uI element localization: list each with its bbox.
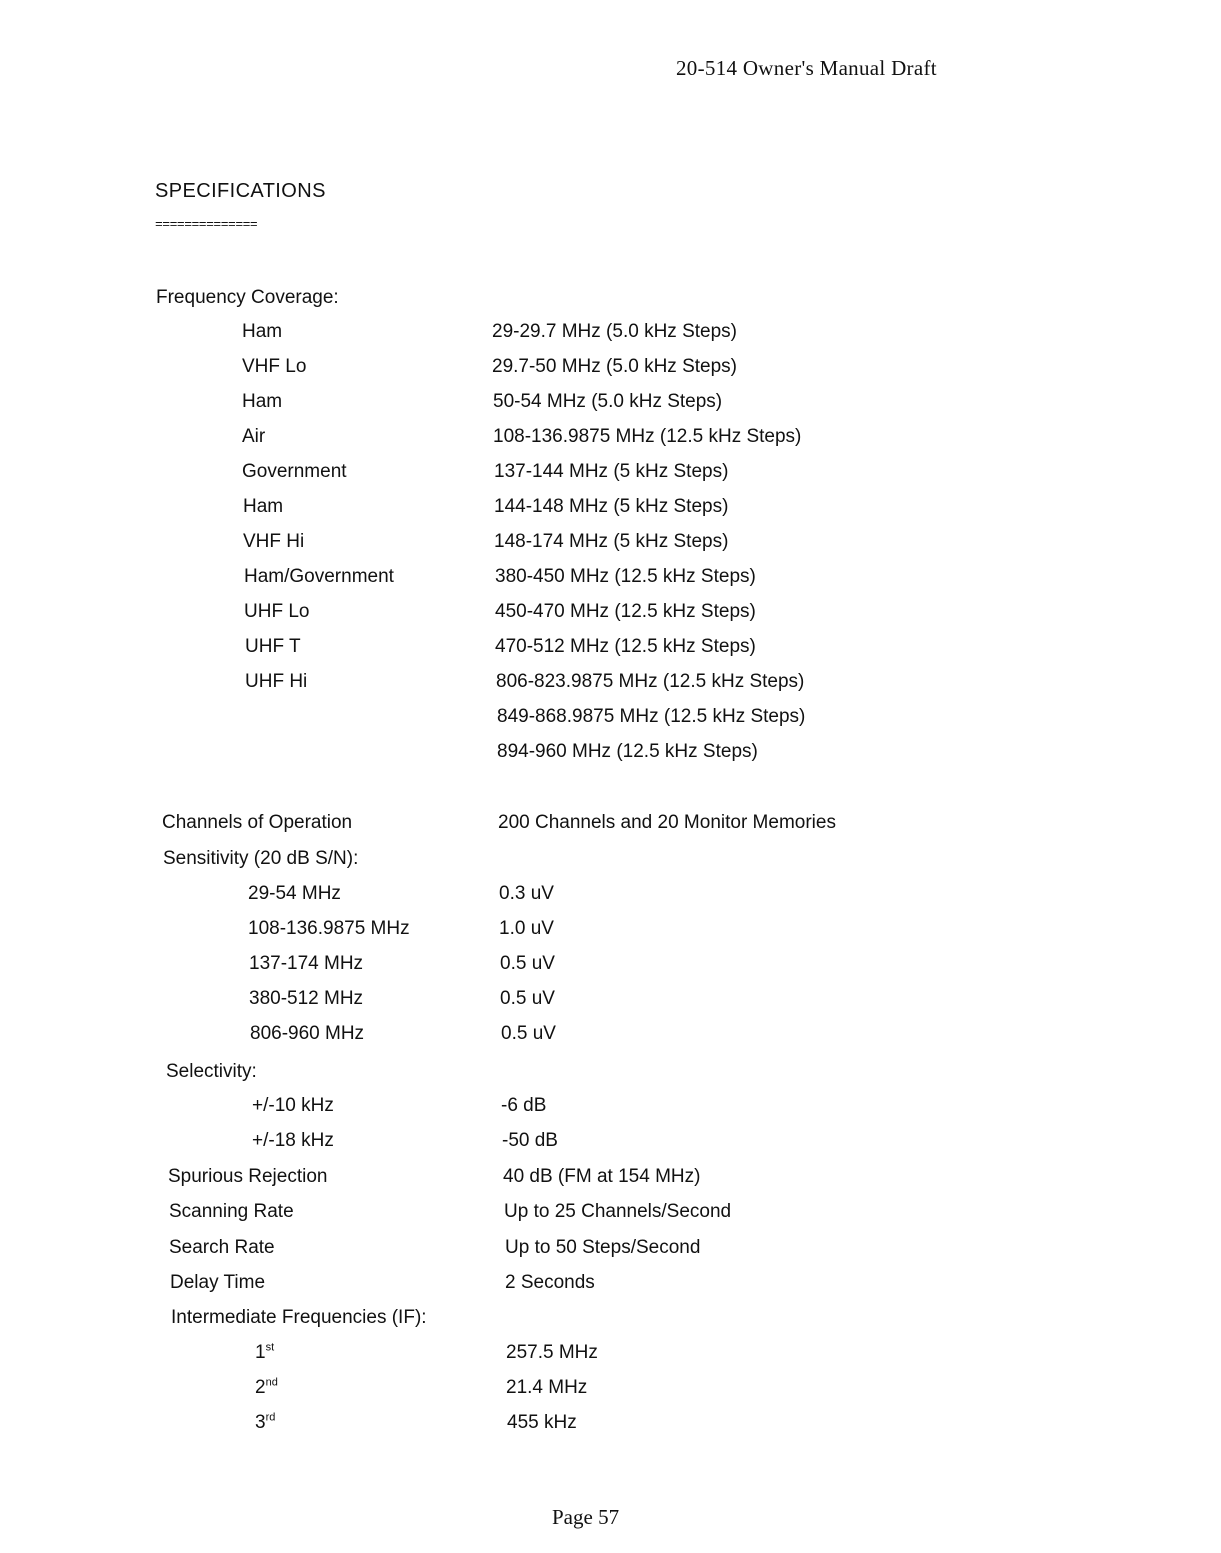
spec-value: -50 dB xyxy=(502,1130,558,1151)
spec-value: 21.4 MHz xyxy=(506,1377,588,1398)
spec-label: Delay Time xyxy=(170,1272,266,1293)
spec-row xyxy=(0,1095,1221,1125)
spec-row xyxy=(0,706,1221,736)
ordinal-suffix: st xyxy=(265,1341,275,1354)
spec-row xyxy=(0,1201,1221,1231)
spec-row xyxy=(0,496,1221,526)
spec-label: 29-54 MHz xyxy=(248,883,341,904)
spec-row xyxy=(0,601,1221,631)
spec-value: 2 Seconds xyxy=(505,1272,595,1293)
spec-label: Ham xyxy=(242,321,283,342)
spec-row xyxy=(0,883,1221,913)
title-underline: ============== xyxy=(155,217,258,232)
spec-label xyxy=(255,1377,278,1399)
spec-label: VHF Hi xyxy=(243,531,305,552)
spec-row xyxy=(0,741,1221,771)
spec-value: 50-54 MHz (5.0 kHz Steps) xyxy=(493,391,723,412)
spec-value: -6 dB xyxy=(501,1095,547,1116)
spec-label: UHF Hi xyxy=(245,671,308,692)
sensitivity-heading xyxy=(0,848,1221,878)
section-title: SPECIFICATIONS xyxy=(155,180,326,202)
ordinal-suffix: nd xyxy=(265,1376,278,1389)
spec-row xyxy=(0,426,1221,456)
spec-label: UHF Lo xyxy=(244,601,310,622)
spec-row xyxy=(0,953,1221,983)
ordinal-number: 3 xyxy=(255,1412,266,1433)
spec-label xyxy=(255,1342,274,1364)
ordinal-number: 2 xyxy=(255,1377,266,1398)
spec-value: 29.7-50 MHz (5.0 kHz Steps) xyxy=(492,356,737,377)
spec-label: Search Rate xyxy=(169,1237,275,1258)
ordinal-suffix: rd xyxy=(265,1411,276,1424)
spec-row xyxy=(0,1130,1221,1160)
spec-label: Government xyxy=(242,461,347,482)
spec-value: Up to 25 Channels/Second xyxy=(504,1201,732,1222)
spec-value: 148-174 MHz (5 kHz Steps) xyxy=(494,531,729,552)
spec-label: Ham xyxy=(242,391,283,412)
spec-row xyxy=(0,636,1221,666)
spec-row xyxy=(0,531,1221,561)
spec-label: Scanning Rate xyxy=(169,1201,294,1222)
page-header: 20-514 Owner's Manual Draft xyxy=(676,56,937,80)
spec-value: 0.5 uV xyxy=(501,1023,556,1044)
spec-label: +/-18 kHz xyxy=(252,1130,334,1151)
spec-row xyxy=(0,566,1221,596)
spec-row xyxy=(0,1023,1221,1053)
spec-value: 450-470 MHz (12.5 kHz Steps) xyxy=(495,601,756,622)
spec-value: 144-148 MHz (5 kHz Steps) xyxy=(494,496,729,517)
ordinal-number: 1 xyxy=(255,1342,266,1363)
spec-value: 108-136.9875 MHz (12.5 kHz Steps) xyxy=(493,426,802,447)
spec-label: Air xyxy=(242,426,266,447)
spec-label: Ham xyxy=(243,496,284,517)
spec-value: 29-29.7 MHz (5.0 kHz Steps) xyxy=(492,321,737,342)
spec-value: 257.5 MHz xyxy=(506,1342,598,1363)
spec-row xyxy=(0,356,1221,386)
spec-row xyxy=(0,1342,1221,1372)
spec-row xyxy=(0,1412,1221,1442)
spec-row xyxy=(0,1272,1221,1302)
spec-row xyxy=(0,988,1221,1018)
spec-label: 806-960 MHz xyxy=(250,1023,365,1044)
spec-label: Ham/Government xyxy=(244,566,394,587)
page-number: Page 57 xyxy=(552,1505,620,1529)
spec-row xyxy=(0,391,1221,421)
spec-label: +/-10 kHz xyxy=(252,1095,334,1116)
spec-value: 0.5 uV xyxy=(500,953,555,974)
spec-label: UHF T xyxy=(245,636,301,657)
spec-row xyxy=(0,321,1221,351)
spec-value: 137-144 MHz (5 kHz Steps) xyxy=(494,461,729,482)
spec-value: 470-512 MHz (12.5 kHz Steps) xyxy=(495,636,756,657)
heading-label: Frequency Coverage: xyxy=(156,287,339,308)
spec-label: Spurious Rejection xyxy=(168,1166,328,1187)
heading-label: Selectivity: xyxy=(166,1061,257,1082)
spec-value: 806-823.9875 MHz (12.5 kHz Steps) xyxy=(496,671,805,692)
spec-label: 137-174 MHz xyxy=(249,953,364,974)
spec-row xyxy=(0,812,1221,842)
spec-label: VHF Lo xyxy=(242,356,307,377)
spec-row xyxy=(0,461,1221,491)
spec-value: 0.3 uV xyxy=(499,883,554,904)
spec-value: 40 dB (FM at 154 MHz) xyxy=(503,1166,701,1187)
spec-row xyxy=(0,671,1221,701)
spec-row xyxy=(0,1377,1221,1407)
spec-row xyxy=(0,1237,1221,1267)
spec-label: 108-136.9875 MHz xyxy=(248,918,410,939)
spec-label xyxy=(255,1412,275,1434)
spec-row xyxy=(0,1166,1221,1196)
frequency-coverage-heading xyxy=(0,287,1221,317)
spec-value: 894-960 MHz (12.5 kHz Steps) xyxy=(497,741,758,762)
heading-label: Sensitivity (20 dB S/N): xyxy=(163,848,359,869)
spec-value: 200 Channels and 20 Monitor Memories xyxy=(498,812,836,833)
spec-value: 849-868.9875 MHz (12.5 kHz Steps) xyxy=(497,706,806,727)
spec-value: 1.0 uV xyxy=(499,918,554,939)
heading-label: Intermediate Frequencies (IF): xyxy=(171,1307,427,1328)
spec-value: Up to 50 Steps/Second xyxy=(505,1237,701,1258)
spec-label: 380-512 MHz xyxy=(249,988,364,1009)
selectivity-heading xyxy=(0,1061,1221,1091)
if-heading xyxy=(0,1307,1221,1337)
spec-value: 380-450 MHz (12.5 kHz Steps) xyxy=(495,566,756,587)
spec-label: Channels of Operation xyxy=(162,812,353,833)
spec-value: 0.5 uV xyxy=(500,988,555,1009)
spec-value: 455 kHz xyxy=(507,1412,577,1433)
spec-row xyxy=(0,918,1221,948)
